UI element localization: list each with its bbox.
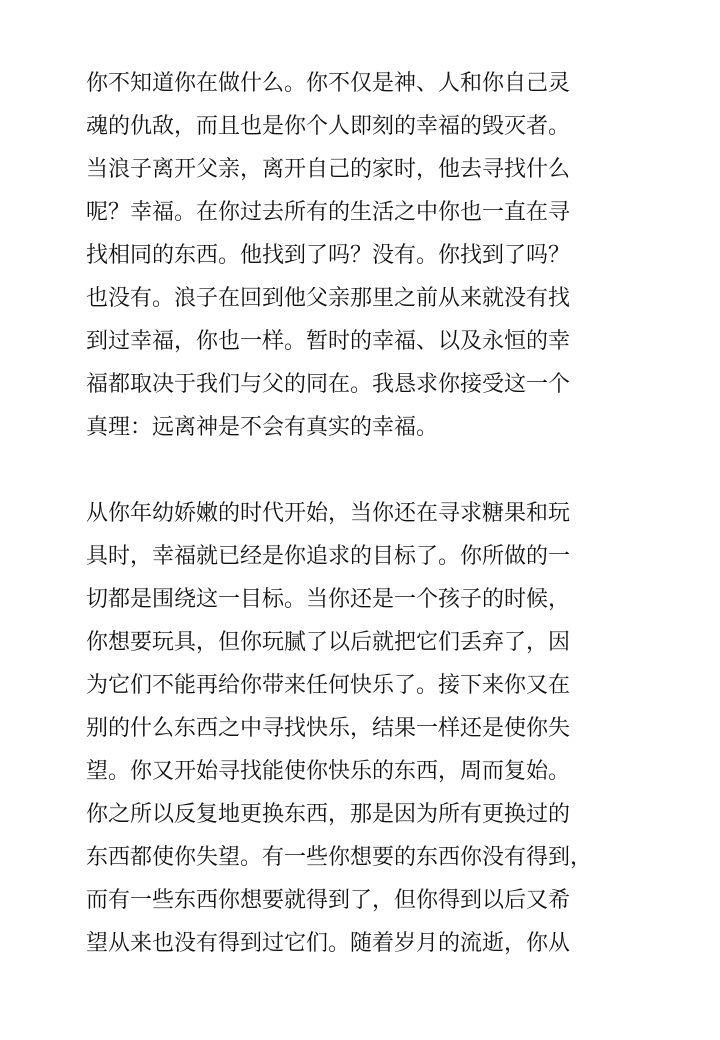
paragraph-line: 东西都使你失望。有一些你想要的东西你没有得到， bbox=[86, 845, 593, 870]
document-page bbox=[86, 62, 626, 965]
paragraph-line: 你不知道你在做什么。你不仅是神、人和你自己灵 bbox=[86, 71, 571, 96]
paragraph-line: 而有一些东西你想要就得到了，但你得到以后又希 bbox=[86, 888, 571, 913]
paragraph-line: 从你年幼娇嫩的时代开始，当你还在寻求糖果和玩 bbox=[86, 501, 571, 526]
paragraph-spacer bbox=[86, 449, 626, 492]
paragraph-1 bbox=[86, 62, 626, 449]
paragraph-line: 当浪子离开父亲，离开自己的家时，他去寻找什么 bbox=[86, 157, 571, 182]
paragraph-line: 具时，幸福就已经是你追求的目标了。你所做的一 bbox=[86, 544, 571, 569]
paragraph-line: 呢？幸福。在你过去所有的生活之中你也一直在寻 bbox=[86, 200, 571, 225]
paragraph-line: 找相同的东西。他找到了吗？没有。你找到了吗？ bbox=[86, 243, 571, 268]
paragraph-line: 福都取决于我们与父的同在。我恳求你接受这一个 bbox=[86, 372, 571, 397]
paragraph-line: 魂的仇敌，而且也是你个人即刻的幸福的毁灭者。 bbox=[86, 114, 571, 139]
paragraph-2 bbox=[86, 492, 626, 965]
paragraph-line: 望。你又开始寻找能使你快乐的东西，周而复始。 bbox=[86, 759, 571, 784]
paragraph-line: 为它们不能再给你带来任何快乐了。接下来你又在 bbox=[86, 673, 571, 698]
paragraph-line: 也没有。浪子在回到他父亲那里之前从来就没有找 bbox=[86, 286, 571, 311]
paragraph-line: 真理：远离神是不会有真实的幸福。 bbox=[86, 415, 439, 440]
paragraph-line: 你想要玩具，但你玩腻了以后就把它们丢弃了，因 bbox=[86, 630, 571, 655]
paragraph-line: 望从来也没有得到过它们。随着岁月的流逝，你从 bbox=[86, 931, 571, 956]
paragraph-line: 你之所以反复地更换东西，那是因为所有更换过的 bbox=[86, 802, 571, 827]
paragraph-line: 到过幸福，你也一样。暂时的幸福、以及永恒的幸 bbox=[86, 329, 571, 354]
paragraph-line: 别的什么东西之中寻找快乐，结果一样还是使你失 bbox=[86, 716, 571, 741]
paragraph-line: 切都是围绕这一目标。当你还是一个孩子的时候， bbox=[86, 587, 571, 612]
